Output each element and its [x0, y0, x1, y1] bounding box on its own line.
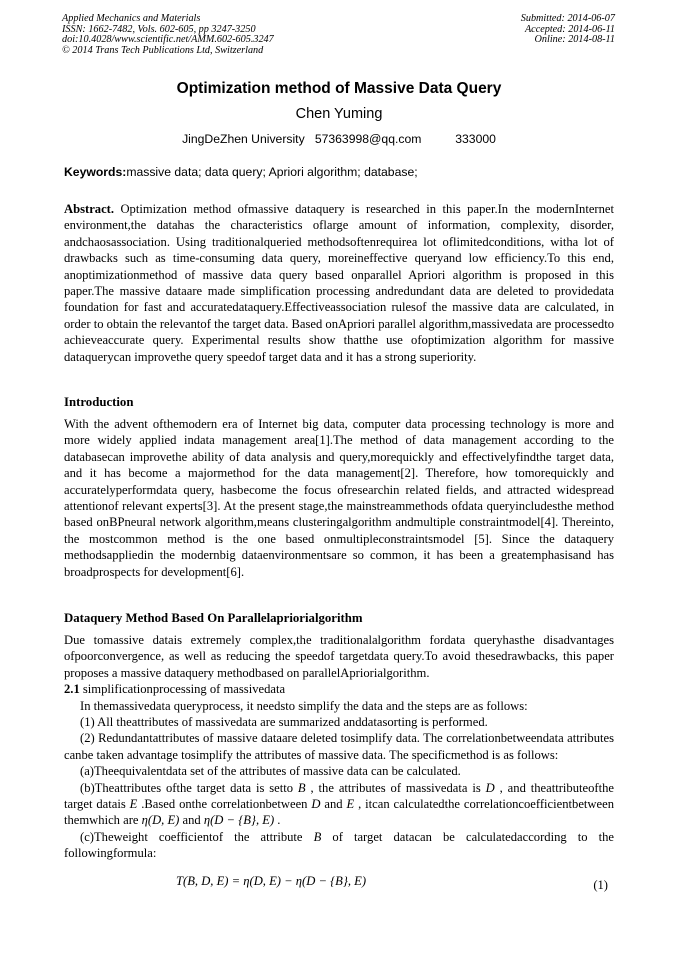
keywords: [64, 165, 614, 179]
step-b-text-7: and: [179, 813, 204, 828]
step-1: (1) All theattributes of massivedata are summarized anddatasorting is performed.: [80, 715, 488, 730]
step-b-text-8: .: [274, 813, 281, 828]
introduction-text: With the advent ofthemodern era of Internet big data, computer data processing technology is more and more widely applied indata management area[1].The method of data management according to the databasecan improvethe ability of data analysis and query,morequickly and effectivelyfindthe target data, and it has become a majormethod for the data management[2]. Therefore, how tomorequickly and accuratelyperformdata query, hasbecome the focus ofresearchin related fields, and attracted widespread attentionof relevant experts[3]. At the present stage,the mainstreammethods ofdata queryincludesthe method based onBPneural network algorithm,means clusteringalgorithm andmultiple constraintmodel[4]. Thereinto, the mostcommon method is the one based onmultipleconstraintsmodel [5]. Since the dataquery methodsappliedin the modernbig dataenvironmentsare so common, it has been a greatemphasisand has broadprospects for development[6].: [64, 417, 614, 579]
subsection-heading: [64, 681, 614, 697]
step-b-text-3: , and theattributeofthe target datais: [64, 780, 614, 812]
keywords-text: massive data; data query; Apriori algorithm; database;: [126, 165, 418, 179]
accepted-date: Accepted: 2014-06-11: [524, 23, 615, 35]
var-b: B: [297, 780, 306, 795]
online-date: Online: 2014-08-11: [534, 34, 615, 46]
equation-1: T(B, D, E) = η(D, E) − η(D − {B}, E): [176, 874, 367, 888]
abstract: [64, 201, 614, 365]
doi-line: doi:10.4028/www.scientific.net/AMM.602-605.3247: [62, 34, 274, 46]
paragraph-steps: In themassivedata queryprocess, it needsto simplify the data and the steps are as follows:: [80, 698, 528, 713]
subsection-title: simplificationprocessing of massivedata: [79, 682, 286, 697]
journal-name: Applied Mechanics and Materials: [62, 13, 201, 24]
step-b-text-6: , itcan calculatedthe correlationcoefficientbetween themwhich are: [64, 797, 614, 828]
paper-title: Optimization method of Massive Data Query: [176, 80, 502, 97]
step-c-text-2: of target datacan be calculatedaccording to the followingformula:: [64, 829, 615, 861]
step-a: (a)Theequivalentdata set of the attributes of massive data can be calculated.: [80, 764, 461, 779]
keywords-label: Keywords:: [64, 165, 127, 179]
subsection-number: 2.1: [64, 682, 80, 697]
introduction-heading: Introduction: [64, 395, 134, 409]
abstract-label: Abstract.: [64, 202, 115, 216]
publication-dates: [521, 14, 615, 46]
step-c-text-1: (c)Theweight coefficientof the attribute: [80, 829, 314, 844]
section2-body: [64, 632, 614, 862]
step-b-text-5: and: [320, 797, 347, 812]
section2-intro: Due tomassive datais extremely complex,the traditionalalgorithm fordata queryhasthe disadvantages ofpoorconvergence, as well as reducing the speedof targetdata query.To avoid thesedrawbacks, this paper proposes a massive dataquery methodbased on parallelApriorialgorithm.: [64, 633, 614, 680]
submitted-date: Submitted: 2014-06-07: [520, 13, 615, 24]
issn-line: ISSN: 1662-7482, Vols. 602-605, pp 3247-3250: [62, 23, 256, 35]
step-b-text-2: , the attributes of massivedata is: [305, 780, 486, 795]
var-b: B: [313, 829, 322, 844]
section2-heading: Dataquery Method Based On Parallelapriorialgorithm: [64, 611, 363, 625]
abstract-text: Optimization method ofmassive dataquery is researched in this paper.In the modernInternet environment,the datahas the characteristics oflarge amount of information, complexity, disorder, andchaosassociation. Using traditionalqueried methodsoftenrequirea lot oflimitedconditions, witha lot of drawbacks such as time-consuming data query, moreineffective queryand low efficiency.To this end, anoptimizationmethod of massive data query based onparallel Apriori algorithm is proposed in this paper.The massive dataare made simplification processing andredundant data are deleted to providedata foundation for fast and accuratedataquery.Effectiveassociation rulesof the massive data are calculated, in order to obtain the relevantof the target data. Based onApriori parallel algorithm,massivedata are processedto achieveaccurate query. Experimental results show thatthe use ofoptimization algorithm for massive dataquerycan improvethe query speedof target data and it has a strong superiority.: [64, 202, 614, 364]
var-e: E: [346, 797, 355, 812]
step-b-text-1: (b)Theattributes ofthe target data is setto: [80, 780, 298, 795]
journal-info: [62, 14, 274, 56]
var-d: D: [311, 797, 321, 812]
step-b-text-4: .Based onthe correlationbetween: [137, 797, 312, 812]
step-b: [64, 780, 614, 829]
var-e: E: [129, 797, 138, 812]
affiliation: JingDeZhen University 57363998@qq.com 333000: [182, 132, 496, 146]
var-d: D: [485, 780, 495, 795]
copyright-line: © 2014 Trans Tech Publications Ltd, Switzerland: [62, 44, 264, 56]
equation-number: (1): [593, 878, 608, 892]
step-2: (2) Redundantattributes of massive dataare deleted tosimplify data. The correlationbetweendata attributes canbe taken advantage tosimplify the attributes of massive data. The specificmethod is as follows:: [64, 731, 614, 762]
author-name: Chen Yuming: [295, 106, 383, 122]
step-c: [64, 829, 614, 862]
expr-eta-db-e: η(D − {B}, E): [203, 813, 275, 828]
expr-eta-de: η(D, E): [141, 813, 180, 828]
